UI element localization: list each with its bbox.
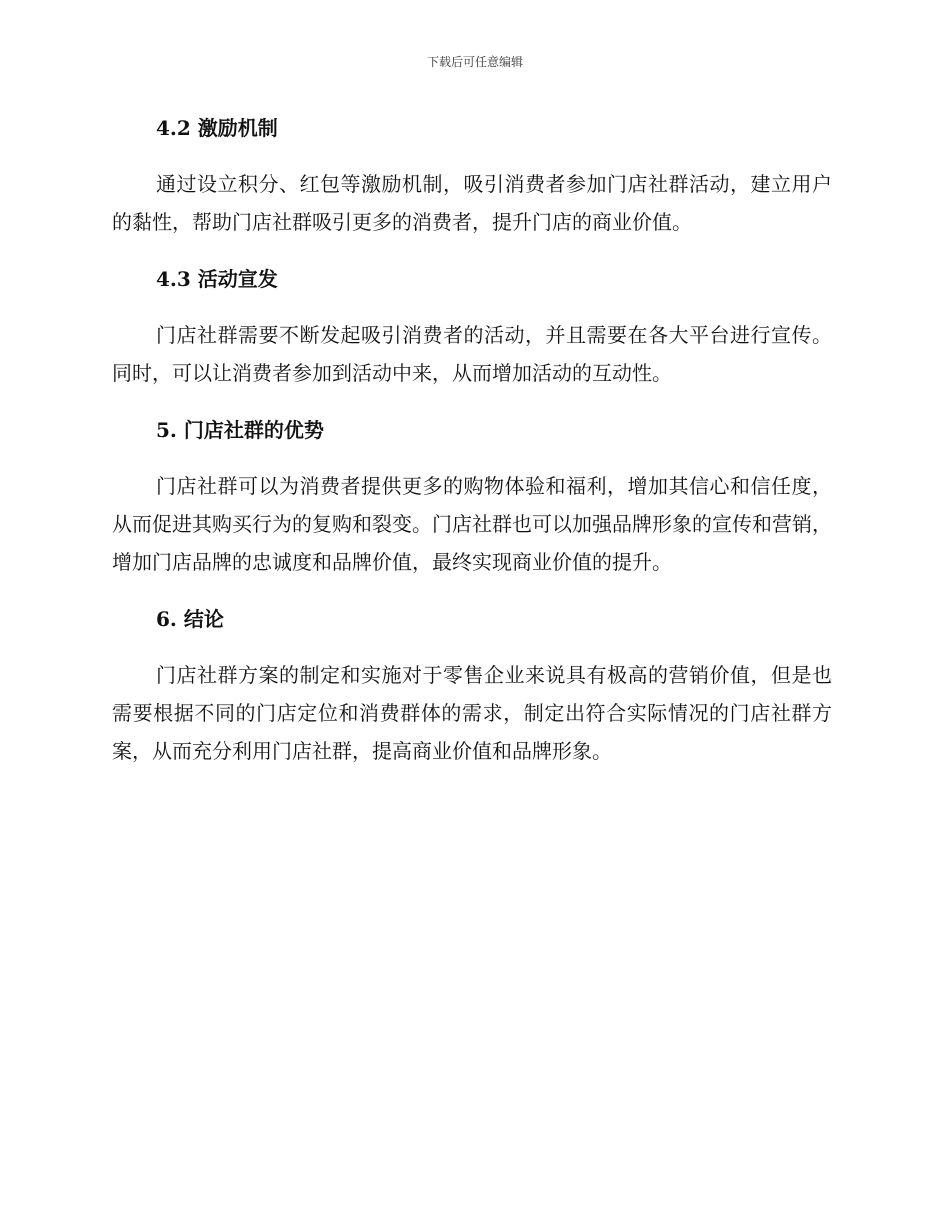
section-paragraph-conclusion: 门店社群方案的制定和实施对于零售企业来说具有极高的营销价值，但是也需要根据不同的门店定位和消费群体的需求，制定出符合实际情况的门店社群方案，从而充分利用门店社群，提高商业价值和品牌形象。: [112, 663, 832, 763]
section-paragraph-store-community-advantages: 门店社群可以为消费者提供更多的购物体验和福利，增加其信心和信任度，从而促进其购买行为的复购和裂变。门店社群也可以加强品牌形象的宣传和营销，增加门店品牌的忠诚度和品牌价值，最终实现商业价值的提升。: [112, 474, 832, 574]
document-body: [112, 110, 832, 770]
section-heading-activity-promotion: 4.3 活动宣发: [156, 267, 278, 291]
section-heading-incentive-mechanism: 4.2 激励机制: [156, 116, 278, 140]
section-heading-store-community-advantages: 5. 门店社群的优势: [156, 418, 324, 442]
section-heading-conclusion: 6. 结论: [156, 607, 224, 631]
page-header: 下载后可任意编辑: [426, 55, 523, 69]
section-paragraph-incentive-mechanism: 通过设立积分、红包等激励机制，吸引消费者参加门店社群活动，建立用户的黏性，帮助门店社群吸引更多的消费者，提升门店的商业价值。: [112, 172, 832, 234]
section-paragraph-activity-promotion: 门店社群需要不断发起吸引消费者的活动，并且需要在各大平台进行宣传。同时，可以让消费者参加到活动中来，从而增加活动的互动性。: [112, 323, 832, 385]
